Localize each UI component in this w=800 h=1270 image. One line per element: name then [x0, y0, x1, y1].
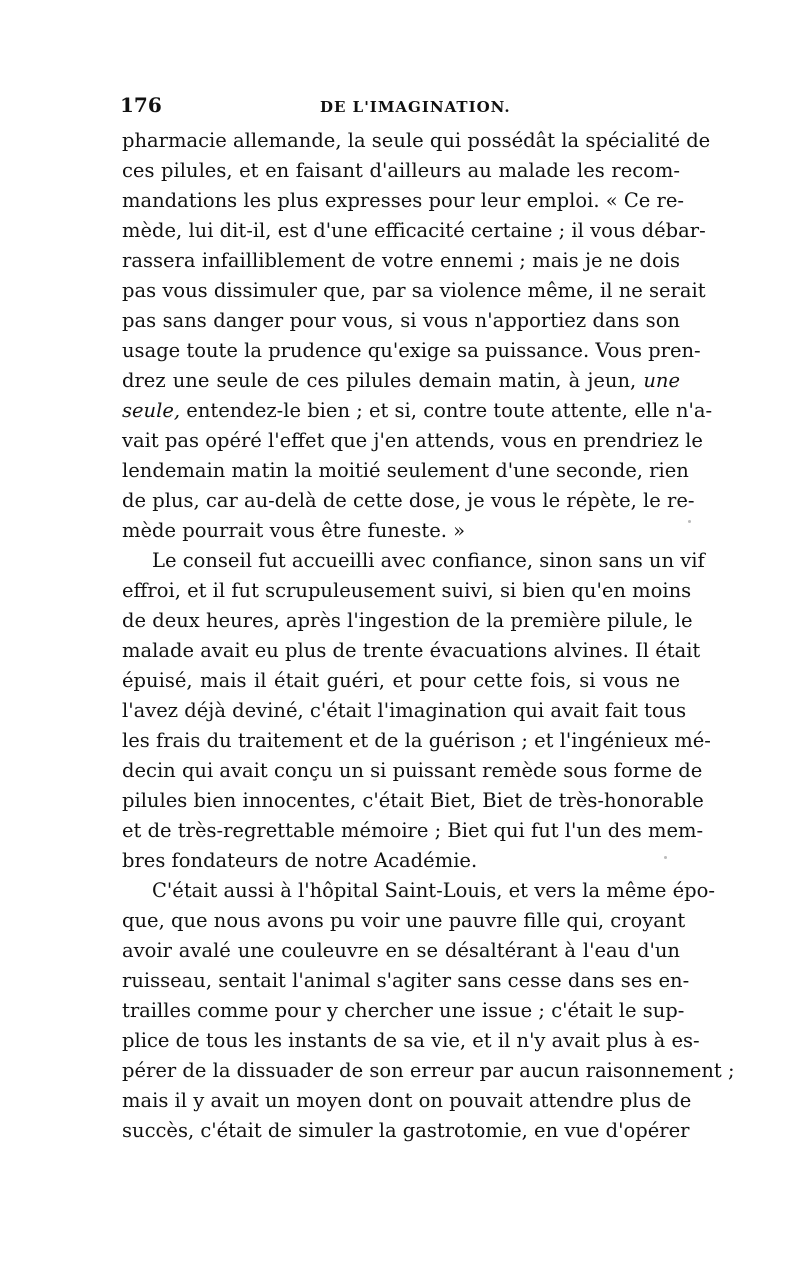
text-line: les frais du traitement et de la guérison ; et l'ingénieux mé-	[122, 729, 711, 752]
text-line: mède pourrait vous être funeste. »	[122, 519, 466, 542]
text-line: et de très-regrettable mémoire ; Biet qui fut l'un des mem-	[122, 819, 704, 842]
text-line: pérer de la dissuader de son erreur par aucun raisonnement ;	[122, 1059, 735, 1082]
text-span: drez une seule de ces pilules demain matin, à jeun,	[122, 369, 637, 392]
text-line: ruisseau, sentait l'animal s'agiter sans cesse dans ses en-	[122, 969, 690, 992]
text-line: avoir avalé une couleuvre en se désaltérant à l'eau d'un	[122, 939, 680, 962]
text-line: Le conseil fut accueilli avec confiance, sinon sans un vif	[152, 549, 705, 572]
text-line: ces pilules, et en faisant d'ailleurs au malade les recom-	[122, 159, 680, 182]
text-line: trailles comme pour y chercher une issue ; c'était le sup-	[122, 999, 685, 1022]
text-line: decin qui avait conçu un si puissant remède sous forme de	[122, 759, 703, 782]
text-line: mais il y avait un moyen dont on pouvait attendre plus de	[122, 1089, 692, 1112]
text-line: pilules bien innocentes, c'était Biet, Biet de très-honorable	[122, 789, 704, 812]
text-line	[122, 366, 680, 398]
text-line: épuisé, mais il était guéri, et pour cette fois, si vous ne	[122, 669, 680, 692]
text-line	[122, 396, 713, 428]
print-speck	[664, 856, 667, 859]
text-line: effroi, et il fut scrupuleusement suivi, si bien qu'en moins	[122, 579, 692, 602]
text-line: pas sans danger pour vous, si vous n'apportiez dans son	[122, 309, 680, 332]
print-speck	[688, 520, 691, 523]
text-line: malade avait eu plus de trente évacuations alvines. Il était	[122, 639, 701, 662]
text-line: plice de tous les instants de sa vie, et il n'y avait plus à es-	[122, 1029, 700, 1052]
text-line: pas vous dissimuler que, par sa violence même, il ne serait	[122, 279, 706, 302]
text-line: vait pas opéré l'effet que j'en attends, vous en prendriez le	[122, 429, 703, 452]
italic-word: une	[643, 369, 680, 392]
page-number: 176	[120, 93, 162, 117]
running-title: DE L'IMAGINATION.	[320, 98, 511, 116]
text-line: de plus, car au-delà de cette dose, je vous le répète, le re-	[122, 489, 695, 512]
text-line: succès, c'était de simuler la gastrotomie, en vue d'opérer	[122, 1119, 690, 1142]
text-line: lendemain matin la moitié seulement d'une seconde, rien	[122, 459, 689, 482]
text-span: entendez-le bien ; et si, contre toute attente, elle n'a-	[186, 399, 713, 422]
text-line: rassera infailliblement de votre ennemi ; mais je ne dois	[122, 249, 680, 272]
italic-word: seule,	[122, 399, 181, 422]
text-line: pharmacie allemande, la seule qui possédât la spécialité de	[122, 129, 711, 152]
text-line: C'était aussi à l'hôpital Saint-Louis, et vers la même épo-	[152, 879, 715, 902]
running-head	[120, 92, 680, 118]
text-line: que, que nous avons pu voir une pauvre fille qui, croyant	[122, 909, 686, 932]
text-line: mandations les plus expresses pour leur emploi. « Ce re-	[122, 189, 684, 212]
text-line: de deux heures, après l'ingestion de la première pilule, le	[122, 609, 693, 632]
text-line: l'avez déjà deviné, c'était l'imagination qui avait fait tous	[122, 699, 687, 722]
text-line: mède, lui dit-il, est d'une efficacité certaine ; il vous débar-	[122, 219, 706, 242]
text-line: bres fondateurs de notre Académie.	[122, 849, 478, 872]
text-line: usage toute la prudence qu'exige sa puissance. Vous pren-	[122, 339, 701, 362]
